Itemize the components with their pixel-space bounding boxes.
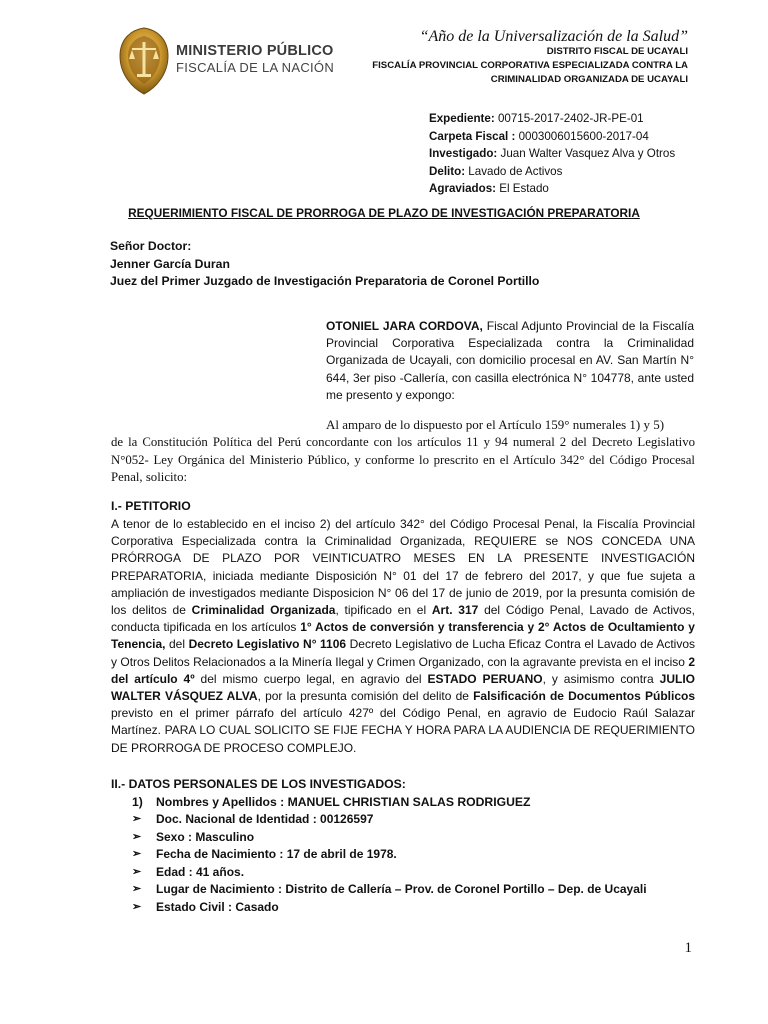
petitorio-bold: Art. 317 xyxy=(431,603,479,618)
list-item xyxy=(132,864,647,882)
item-title: Nombres y Apellidos : MANUEL CHRISTIAN SALAS RODRIGUEZ xyxy=(156,795,531,809)
arrow-bullet-icon: ➢ xyxy=(132,830,142,843)
list-item-text: Lugar de Nacimiento : Distrito de Callería – Prov. de Coronel Portillo – Dep. de Ucayali xyxy=(156,882,647,896)
item-number: 1) xyxy=(132,795,143,809)
addressee-name: Jenner García Duran xyxy=(110,256,230,271)
addressee-salutation: Señor Doctor: xyxy=(110,239,192,253)
case-info xyxy=(429,110,675,198)
petitorio-text: del Código Penal, Lavado de Activos, conducta tipificada en los artículos xyxy=(111,603,696,635)
petitorio-bold: Criminalidad Organizada xyxy=(191,603,336,618)
petitorio-request: REQUIERE se NOS CONCEDA UNA PRÓRROGA DE PLAZO POR VEINTICUATRO MESES EN LA PRESENTE INVESTIGACIÓN PREPARATORIA xyxy=(111,534,695,583)
arrow-bullet-icon: ➢ xyxy=(132,848,142,860)
intro-text: Fiscal Adjunto Provincial de la Fiscalía Provincial Corporativa Especializada contra la Criminalidad Organizada de Ucayali, con domicilio procesal en AV. San Martín N° 644, 3er piso -Callería, con casilla electrónica N° 104778, ante usted me presento y expongo: xyxy=(326,319,694,402)
ministry-subtitle: FISCALÍA DE LA NACIÓN xyxy=(176,59,335,75)
ministry-wordmark xyxy=(176,44,334,74)
ministry-name: MINISTERIO PÚBLICO xyxy=(176,43,334,59)
agraviados-label: Agraviados: xyxy=(429,182,497,195)
delito-label: Delito: xyxy=(429,164,466,178)
petitorio-text: , por la presunta comisión del delito de xyxy=(257,689,474,704)
agraviados-value: El Estado xyxy=(496,182,549,195)
petitorio-text: , y asimismo contra xyxy=(542,671,660,686)
petitorio-heading: I.- PETITORIO xyxy=(111,499,191,513)
petitorio-text: A tenor de lo establecido en el inciso 2) del artículo 342° del Código Procesal Penal, la Fiscalía Provincial Corporativa Especializada contra la Criminalidad Organizada, xyxy=(111,517,695,549)
petitorio-bold: JULIO WALTER VÁSQUEZ ALVA xyxy=(111,671,696,704)
petitorio-bold: Falsificación de Documentos Públicos xyxy=(473,689,695,704)
petitorio-bold: ESTADO PERUANO xyxy=(427,671,543,686)
amparo-first-line: Al amparo de lo dispuesto por el Artículo 159° numerales 1) y 5) xyxy=(326,417,665,432)
prosecutor-name: OTONIEL JARA CORDOVA, xyxy=(326,319,483,333)
arrow-bullet-icon: ➢ xyxy=(132,900,142,913)
list-item-text: Sexo : Masculino xyxy=(156,829,255,844)
petitorio-text: del mismo cuerpo legal, en agravio del xyxy=(194,671,428,686)
carpeta-label: Carpeta Fiscal : xyxy=(429,129,516,143)
personal-data-list xyxy=(132,811,647,916)
addressee xyxy=(110,238,539,291)
list-item-text: Fecha de Nacimiento : 17 de abril de 1978. xyxy=(156,847,397,861)
expediente-label: Expediente: xyxy=(429,112,495,125)
office-line-1: FISCALÍA PROVINCIAL CORPORATIVA ESPECIALIZADA CONTRA LA xyxy=(372,60,688,71)
investigado-value: Juan Walter Vasquez Alva y Otros xyxy=(497,147,676,160)
petitorio-paragraph xyxy=(111,516,695,757)
ministerio-publico-emblem xyxy=(118,26,170,96)
datos-heading: II.- DATOS PERSONALES DE LOS INVESTIGADOS: xyxy=(111,777,406,791)
expediente-value: 00715-2017-2402-JR-PE-01 xyxy=(494,112,644,125)
office-line-2: CRIMINALIDAD ORGANIZADA DE UCAYALI xyxy=(490,74,688,85)
carpeta-value: 0003006015600-2017-04 xyxy=(515,129,649,143)
petitorio-text: , tipificado en el xyxy=(335,603,432,618)
petitorio-text: , iniciada mediante Disposición N° 01 del 17 de febrero del 2017, y que fue sujeta a ampliación de investigados mediante Disposicion N° 06 del 17 de junio de 2019, por la presunta comisión de los delitos de xyxy=(111,568,695,618)
amparo-paragraph: de la Constitución Política del Perú concordante con los artículos 11 y 94 numeral 2 del Decreto Legislativo N°052- Ley Orgánica del Ministerio Público, y conforme lo prescrito en el Artículo 342° del Código Procesal Penal, solicito: xyxy=(111,435,695,484)
page-number: 1 xyxy=(684,940,692,956)
list-item-text: Doc. Nacional de Identidad : 00126597 xyxy=(156,812,374,826)
list-item xyxy=(132,881,647,899)
addressee-position: Juez del Primer Juzgado de Investigación Preparatoria de Coronel Portillo xyxy=(110,274,540,288)
petitorio-bold: Decreto Legislativo N° 1106 xyxy=(188,637,347,652)
investigado-label: Investigado: xyxy=(429,147,498,160)
petitorio-bold: 1° Actos de conversión y transferencia y 2° Actos de Ocultamiento y Tenencia, xyxy=(111,620,695,652)
petitorio-bold: 2 del artículo 4º xyxy=(111,654,695,686)
document-title: REQUERIMIENTO FISCAL DE PRORROGA DE PLAZO DE INVESTIGACIÓN PREPARATORIA xyxy=(128,206,640,220)
year-motto: “Año de la Universalización de la Salud” xyxy=(419,28,688,45)
list-item xyxy=(132,899,647,917)
arrow-bullet-icon: ➢ xyxy=(132,813,142,825)
list-item-text: Edad : 41 años. xyxy=(156,864,245,879)
petitorio-text: Decreto Legislativo de Lucha Eficaz Contra el Lavado de Activos y Otros Delitos Relacionados a la Minería Ilegal y Crimen Organizado, con la agravante prevista en el inciso xyxy=(111,637,696,669)
petitorio-text: previsto en el primer párrafo del artículo 427º del Código Penal, en agravio de Eudocio Raúl Salazar Martínez. xyxy=(111,706,695,738)
arrow-bullet-icon: ➢ xyxy=(132,883,142,895)
investigado-item xyxy=(132,795,530,809)
list-item xyxy=(132,846,647,864)
petitorio-text: del xyxy=(165,637,189,652)
district-name: DISTRITO FISCAL DE UCAYALI xyxy=(546,46,688,57)
arrow-bullet-icon: ➢ xyxy=(132,865,142,878)
list-item xyxy=(132,829,647,847)
list-item xyxy=(132,811,647,829)
list-item-text: Estado Civil : Casado xyxy=(156,899,279,914)
petitorio-closing: PARA LO CUAL SOLICITO SE FIJE FECHA Y HORA PARA LA AUDIENCIA DE REQUERIMIENTO DE PRORROGA DE PROCESO COMPLEJO. xyxy=(111,723,695,755)
intro-paragraph xyxy=(326,318,694,404)
delito-value: Lavado de Activos xyxy=(465,164,563,178)
